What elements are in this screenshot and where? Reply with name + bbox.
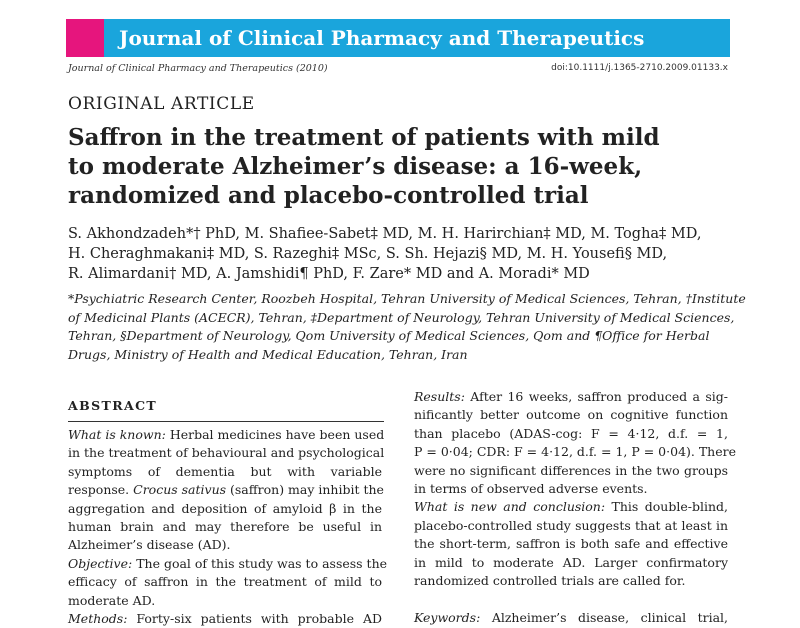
abstract-line bbox=[414, 388, 728, 406]
abstract-line bbox=[414, 590, 728, 608]
abstract-text: After 16 weeks, saffron produced a sig- bbox=[464, 389, 728, 404]
abstract-line bbox=[68, 610, 382, 628]
abstract-line bbox=[68, 592, 382, 610]
abstract-heading: ABSTRACT bbox=[68, 398, 158, 413]
abstract-line bbox=[414, 535, 728, 553]
abstract-text: than placebo (ADAS-cog: F = 4·12, d.f. = 1, bbox=[414, 425, 728, 441]
abstract-line bbox=[414, 443, 736, 461]
abstract-text: This double-blind, bbox=[605, 499, 728, 515]
abstract-line bbox=[68, 518, 382, 536]
abstract-line bbox=[68, 573, 382, 591]
species-name: Crocus sativus bbox=[133, 482, 227, 498]
abstract-text: in terms of observed adverse events. bbox=[414, 481, 648, 497]
abstract-text: (saffron) may inhibit the bbox=[226, 482, 384, 498]
abstract-text: P = 0·04; CDR: F = 4·12, d.f. = 1, P = 0·04). There bbox=[414, 444, 736, 460]
abstract-line bbox=[414, 554, 728, 572]
affiliations bbox=[68, 290, 746, 364]
article-title bbox=[68, 123, 708, 210]
author-list bbox=[68, 224, 738, 284]
abstract-left-column bbox=[68, 426, 388, 628]
affiliation-line: Drugs, Ministry of Health and Medical Education, Tehran, Iran bbox=[68, 346, 468, 362]
abstract-section-label: What is known: bbox=[68, 427, 166, 442]
title-line: randomized and placebo-controlled trial bbox=[68, 182, 589, 209]
abstract-text: in mild to moderate AD. Larger confirmatory bbox=[414, 554, 728, 570]
abstract-rule bbox=[68, 421, 384, 422]
abstract-line bbox=[414, 425, 728, 443]
article-type-label: ORIGINAL ARTICLE bbox=[68, 94, 255, 114]
article-doi[interactable]: doi:10.1111/j.1365-2710.2009.01133.x bbox=[551, 63, 728, 73]
abstract-line bbox=[414, 517, 728, 535]
abstract-line bbox=[414, 480, 728, 498]
abstract-line bbox=[68, 555, 388, 573]
abstract-text: moderate AD. bbox=[68, 592, 156, 608]
abstract-text: in the treatment of behavioural and psychological bbox=[68, 445, 385, 461]
abstract-line bbox=[414, 462, 728, 480]
abstract-section-label: Methods: bbox=[68, 611, 128, 627]
abstract-line bbox=[68, 426, 385, 444]
abstract-line bbox=[414, 406, 728, 424]
author-line: H. Cheraghmakani‡ MD, S. Razeghi‡ MSc, S. Sh. Hejazi§ MD, M. H. Yousefi§ MD, bbox=[68, 246, 668, 262]
abstract-line bbox=[68, 500, 382, 518]
author-line: S. Akhondzadeh*† PhD, M. Shafiee-Sabet‡ MD, M. H. Harirchian‡ MD, M. Togha‡ MD, bbox=[68, 226, 702, 242]
abstract-line bbox=[414, 498, 728, 516]
abstract-text: The goal of this study was to assess the bbox=[132, 555, 388, 571]
abstract-line bbox=[68, 444, 385, 462]
abstract-line bbox=[68, 481, 382, 499]
abstract-line bbox=[68, 536, 382, 554]
author-line: R. Alimardani† MD, A. Jamshidi¶ PhD, F. Zare* MD and A. Moradi* MD bbox=[68, 266, 590, 282]
abstract-text: were no significant differences in the two groups bbox=[414, 462, 728, 478]
abstract-section-label: Objective: bbox=[68, 555, 133, 571]
abstract-text: Herbal medicines have been used bbox=[165, 427, 385, 442]
abstract-section-label: What is new and conclusion: bbox=[414, 499, 606, 515]
abstract-section-label: Keywords: bbox=[414, 609, 481, 625]
abstract-text: placebo-controlled study suggests that at least in bbox=[414, 517, 728, 533]
abstract-text: efficacy of saffron in the treatment of mild to bbox=[68, 574, 382, 590]
abstract-line bbox=[68, 463, 382, 481]
journal-citation: Journal of Clinical Pharmacy and Therapeutics (2010) bbox=[68, 63, 328, 74]
abstract-text: Forty-six patients with probable AD bbox=[127, 611, 382, 627]
abstract-text: nificantly better outcome on cognitive function bbox=[414, 407, 728, 423]
abstract-section-label: Results: bbox=[414, 389, 465, 404]
banner-accent-block bbox=[66, 19, 104, 57]
title-line: to moderate Alzheimer’s disease: a 16-week, bbox=[68, 153, 643, 180]
abstract-right-column bbox=[414, 388, 736, 627]
abstract-text: the short-term, saffron is both safe and effective bbox=[414, 536, 728, 552]
abstract-text: symptoms of dementia but with variable bbox=[68, 463, 382, 479]
journal-banner bbox=[66, 19, 730, 57]
affiliation-line: Tehran, §Department of Neurology, Qom University of Medical Sciences, Qom and ¶Office for Herbal bbox=[68, 328, 710, 343]
affiliation-line: *Psychiatric Research Center, Roozbeh Hospital, Tehran University of Medical Sciences, Tehran, †Institute bbox=[68, 291, 746, 306]
title-line: Saffron in the treatment of patients with mild bbox=[68, 124, 660, 151]
abstract-text: Alzheimer’s disease, clinical trial, bbox=[480, 609, 728, 625]
abstract-text: response. bbox=[68, 482, 134, 498]
abstract-text: Alzheimer’s disease (AD). bbox=[68, 537, 231, 553]
affiliation-line: of Medicinal Plants (ACECR), Tehran, ‡Department of Neurology, Tehran University of Medical Sciences, bbox=[68, 309, 735, 325]
abstract-line bbox=[414, 572, 728, 590]
journal-title: Journal of Clinical Pharmacy and Therapeutics bbox=[119, 26, 645, 50]
abstract-text: randomized controlled trials are called for. bbox=[414, 573, 686, 589]
abstract-text: aggregation and deposition of amyloid β in the bbox=[68, 500, 382, 516]
abstract-text: human brain and may therefore be useful in bbox=[68, 519, 382, 535]
